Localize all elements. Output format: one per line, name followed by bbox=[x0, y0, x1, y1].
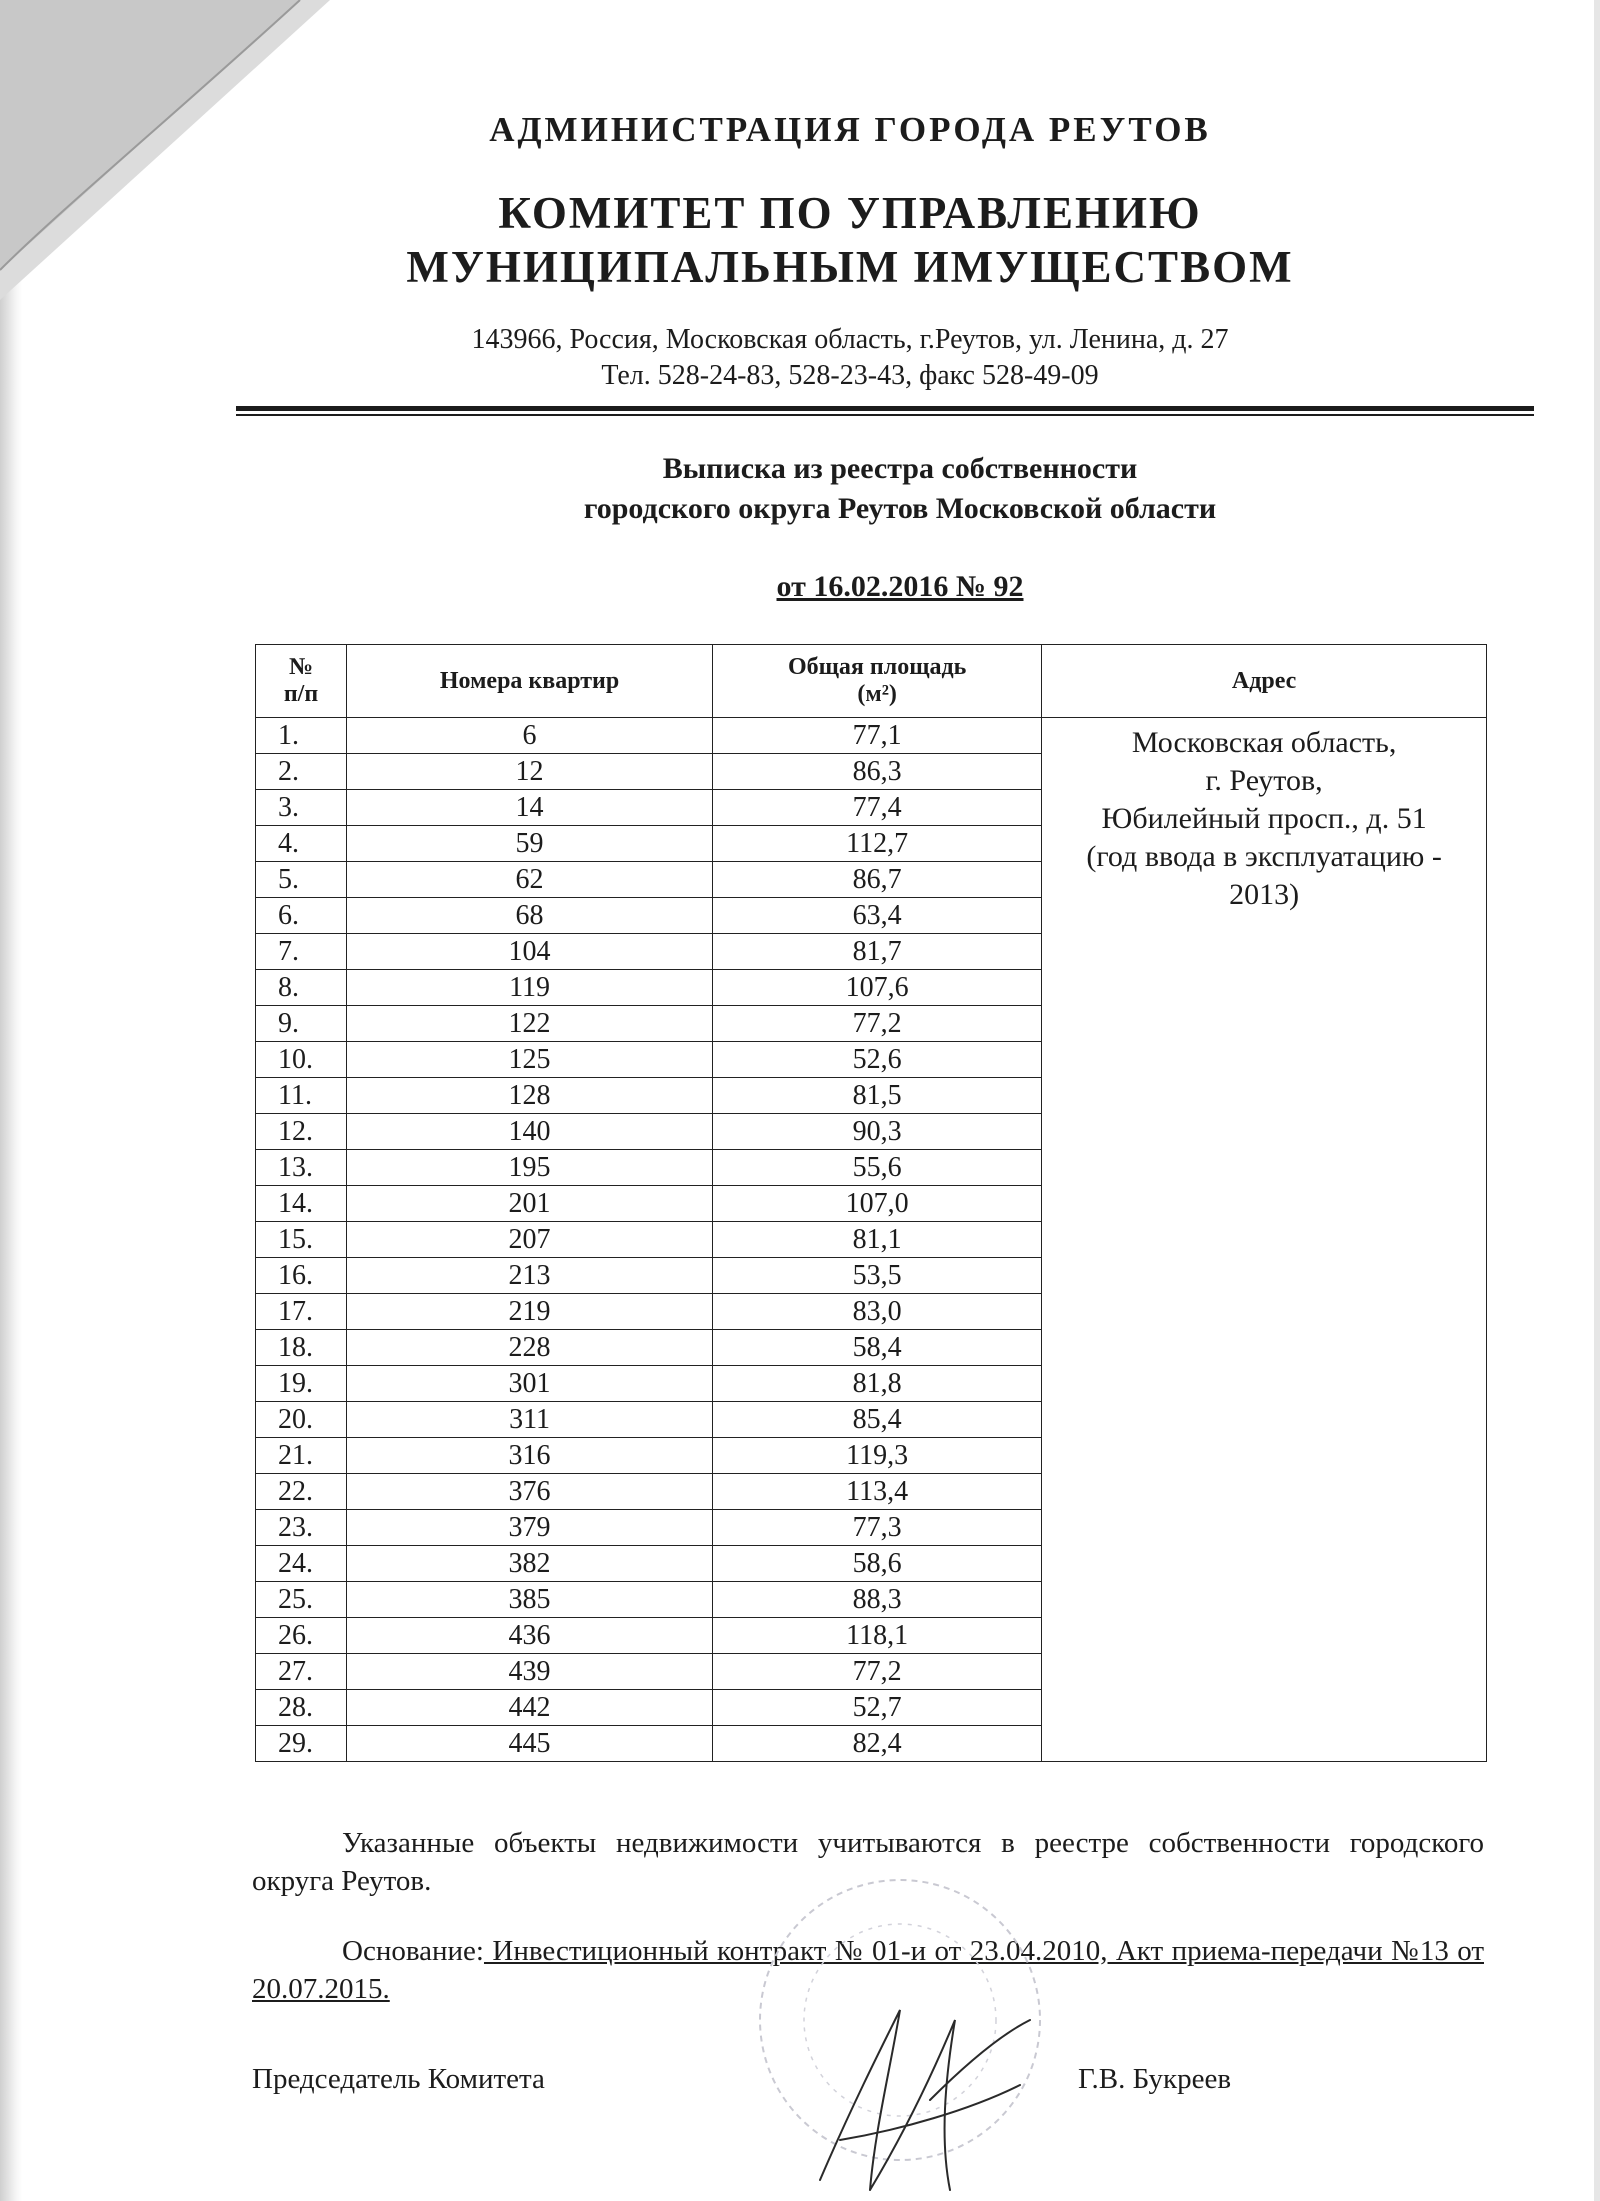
committee-heading bbox=[250, 186, 1450, 294]
apartment-number-cell: 382 bbox=[347, 1546, 713, 1582]
apartment-number-cell: 207 bbox=[347, 1222, 713, 1258]
row-number-cell: 22. bbox=[256, 1474, 347, 1510]
apartment-number-cell: 436 bbox=[347, 1618, 713, 1654]
row-number-cell: 29. bbox=[256, 1726, 347, 1762]
administration-heading: АДМИНИСТРАЦИЯ ГОРОДА РЕУТОВ bbox=[489, 110, 1211, 149]
col-header-address: Адрес bbox=[1042, 645, 1487, 718]
row-number-cell: 28. bbox=[256, 1690, 347, 1726]
basis-text: Инвестиционный контракт № 01-и от 23.04.2010, Акт приема-передачи №13 от 20.07.2015. bbox=[252, 1935, 1484, 2005]
area-cell: 83,0 bbox=[713, 1294, 1042, 1330]
table-row bbox=[256, 718, 1487, 754]
header-rule-thin bbox=[236, 414, 1534, 416]
apartment-number-cell: 128 bbox=[347, 1078, 713, 1114]
apartment-number-cell: 68 bbox=[347, 898, 713, 934]
apartment-number-cell: 301 bbox=[347, 1366, 713, 1402]
row-number-cell: 19. bbox=[256, 1366, 347, 1402]
area-cell: 52,6 bbox=[713, 1042, 1042, 1078]
area-cell: 85,4 bbox=[713, 1402, 1042, 1438]
apartment-number-cell: 62 bbox=[347, 862, 713, 898]
area-cell: 58,6 bbox=[713, 1546, 1042, 1582]
apartment-number-cell: 195 bbox=[347, 1150, 713, 1186]
row-number-cell: 15. bbox=[256, 1222, 347, 1258]
statement-paragraph: Указанные объекты недвижимости учитываются в реестре собственности городского округа Реутов. bbox=[252, 1827, 1484, 1897]
area-cell: 107,0 bbox=[713, 1186, 1042, 1222]
area-cell: 77,1 bbox=[713, 718, 1042, 754]
apartment-number-cell: 442 bbox=[347, 1690, 713, 1726]
basis-label: Основание: bbox=[342, 1935, 484, 1967]
property-register-table bbox=[255, 644, 1487, 1762]
table-body bbox=[256, 718, 1487, 1762]
col-header-area: Общая площадь (м²) bbox=[713, 645, 1042, 718]
area-cell: 52,7 bbox=[713, 1690, 1042, 1726]
address-line: (год ввода в эксплуатацию - bbox=[1086, 840, 1442, 873]
row-number-cell: 25. bbox=[256, 1582, 347, 1618]
apartment-number-cell: 125 bbox=[347, 1042, 713, 1078]
row-number-cell: 4. bbox=[256, 826, 347, 862]
row-number-cell: 1. bbox=[256, 718, 347, 754]
organization-phones: Тел. 528-24-83, 528-23-43, факс 528-49-09 bbox=[601, 360, 1099, 391]
apartment-number-cell: 140 bbox=[347, 1114, 713, 1150]
area-cell: 82,4 bbox=[713, 1726, 1042, 1762]
row-number-cell: 14. bbox=[256, 1186, 347, 1222]
row-number-cell: 7. bbox=[256, 934, 347, 970]
apartment-number-cell: 385 bbox=[347, 1582, 713, 1618]
apartment-number-cell: 445 bbox=[347, 1726, 713, 1762]
apartment-number-cell: 104 bbox=[347, 934, 713, 970]
area-cell: 63,4 bbox=[713, 898, 1042, 934]
address-line: 2013) bbox=[1229, 878, 1300, 911]
header-rule-thick bbox=[236, 406, 1534, 411]
area-cell: 55,6 bbox=[713, 1150, 1042, 1186]
organization-address: 143966, Россия, Московская область, г.Реутов, ул. Ленина, д. 27 bbox=[471, 324, 1229, 355]
col-header-number: № п/п bbox=[256, 645, 347, 718]
document-title-line-2: городского округа Реутов Московской области bbox=[583, 492, 1217, 525]
area-cell: 77,3 bbox=[713, 1510, 1042, 1546]
row-number-cell: 24. bbox=[256, 1546, 347, 1582]
row-number-cell: 2. bbox=[256, 754, 347, 790]
document-title-line-1: Выписка из реестра собственности bbox=[662, 452, 1138, 485]
apartment-number-cell: 12 bbox=[347, 754, 713, 790]
apartment-number-cell: 376 bbox=[347, 1474, 713, 1510]
area-cell: 77,4 bbox=[713, 790, 1042, 826]
area-cell: 86,3 bbox=[713, 754, 1042, 790]
row-number-cell: 21. bbox=[256, 1438, 347, 1474]
row-number-cell: 13. bbox=[256, 1150, 347, 1186]
row-number-cell: 26. bbox=[256, 1618, 347, 1654]
area-cell: 81,5 bbox=[713, 1078, 1042, 1114]
apartment-number-cell: 119 bbox=[347, 970, 713, 1006]
address-line: Московская область, bbox=[1131, 726, 1397, 759]
area-cell: 119,3 bbox=[713, 1438, 1042, 1474]
apartment-number-cell: 213 bbox=[347, 1258, 713, 1294]
apartment-number-cell: 6 bbox=[347, 718, 713, 754]
row-number-cell: 27. bbox=[256, 1654, 347, 1690]
document-number: от 16.02.2016 № 92 bbox=[776, 570, 1024, 603]
apartment-number-cell: 122 bbox=[347, 1006, 713, 1042]
apartment-number-cell: 201 bbox=[347, 1186, 713, 1222]
signer-title: Председатель Комитета bbox=[252, 2063, 545, 2095]
scan-right-edge bbox=[1594, 0, 1600, 2201]
handwritten-signature bbox=[780, 1990, 1040, 2200]
area-cell: 86,7 bbox=[713, 862, 1042, 898]
apartment-number-cell: 311 bbox=[347, 1402, 713, 1438]
row-number-cell: 16. bbox=[256, 1258, 347, 1294]
apartment-number-cell: 228 bbox=[347, 1330, 713, 1366]
row-number-cell: 12. bbox=[256, 1114, 347, 1150]
row-number-cell: 6. bbox=[256, 898, 347, 934]
row-number-cell: 5. bbox=[256, 862, 347, 898]
apartment-number-cell: 14 bbox=[347, 790, 713, 826]
area-cell: 112,7 bbox=[713, 826, 1042, 862]
area-cell: 58,4 bbox=[713, 1330, 1042, 1366]
address-cell bbox=[1042, 718, 1487, 1762]
area-cell: 113,4 bbox=[713, 1474, 1042, 1510]
apartment-number-cell: 59 bbox=[347, 826, 713, 862]
apartment-number-cell: 439 bbox=[347, 1654, 713, 1690]
area-cell: 77,2 bbox=[713, 1654, 1042, 1690]
scan-left-shadow bbox=[0, 260, 22, 2201]
area-cell: 77,2 bbox=[713, 1006, 1042, 1042]
committee-line-2: МУНИЦИПАЛЬНЫМ ИМУЩЕСТВОМ bbox=[406, 242, 1294, 292]
signer-name: Г.В. Букреев bbox=[1078, 2063, 1232, 2095]
apartment-number-cell: 379 bbox=[347, 1510, 713, 1546]
row-number-cell: 8. bbox=[256, 970, 347, 1006]
area-cell: 53,5 bbox=[713, 1258, 1042, 1294]
row-number-cell: 17. bbox=[256, 1294, 347, 1330]
row-number-cell: 18. bbox=[256, 1330, 347, 1366]
area-cell: 88,3 bbox=[713, 1582, 1042, 1618]
col-header-apartments: Номера квартир bbox=[347, 645, 713, 718]
row-number-cell: 3. bbox=[256, 790, 347, 826]
area-cell: 107,6 bbox=[713, 970, 1042, 1006]
row-number-cell: 9. bbox=[256, 1006, 347, 1042]
address-line: г. Реутов, bbox=[1205, 764, 1323, 797]
area-cell: 90,3 bbox=[713, 1114, 1042, 1150]
table-header-row bbox=[256, 645, 1487, 718]
row-number-cell: 20. bbox=[256, 1402, 347, 1438]
apartment-number-cell: 219 bbox=[347, 1294, 713, 1330]
area-cell: 81,1 bbox=[713, 1222, 1042, 1258]
address-line: Юбилейный просп., д. 51 bbox=[1101, 802, 1427, 835]
area-cell: 81,8 bbox=[713, 1366, 1042, 1402]
area-cell: 81,7 bbox=[713, 934, 1042, 970]
row-number-cell: 10. bbox=[256, 1042, 347, 1078]
row-number-cell: 23. bbox=[256, 1510, 347, 1546]
apartment-number-cell: 316 bbox=[347, 1438, 713, 1474]
area-cell: 118,1 bbox=[713, 1618, 1042, 1654]
row-number-cell: 11. bbox=[256, 1078, 347, 1114]
committee-line-1: КОМИТЕТ ПО УПРАВЛЕНИЮ bbox=[498, 188, 1202, 238]
